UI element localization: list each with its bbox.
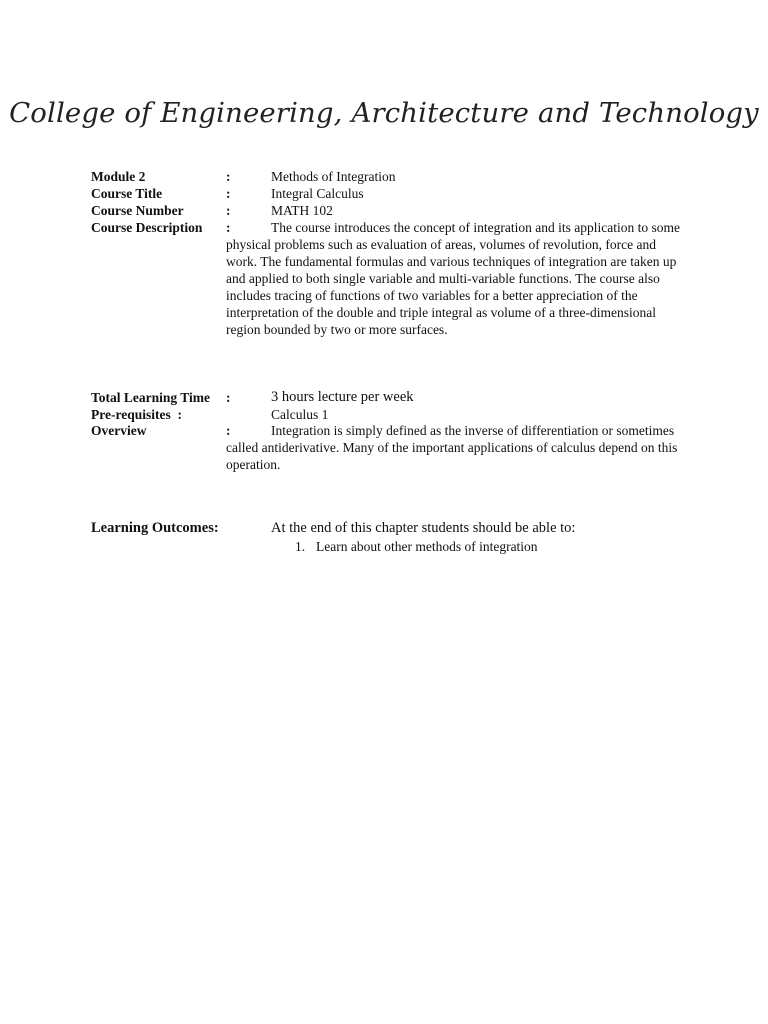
learning-outcomes-list (295, 538, 538, 555)
course-number-value: MATH 102 (271, 203, 333, 218)
course-description-text: The course introduces the concept of integration and its application to some physical problems such as evaluation of areas, volumes of revolution, force and work. The fundamental formulas and various techniques of integration are taken up and applied to both single variable and multi-variable functions. The course also includes tracing of functions of two variables for a better appreciation of the interpretation of the double and triple integral as volume of a three-dimensional region bounded by two or more surfaces. (226, 220, 681, 337)
course-title-row (91, 185, 691, 202)
prerequisites-row (91, 406, 691, 423)
page-title: College of Engineering, Architecture and Technology (9, 97, 759, 129)
list-item-text: Learn about other methods of integration (316, 539, 538, 554)
overview-colon: : (226, 423, 231, 438)
module-colon: : (226, 169, 231, 184)
course-description-label: Course Description (91, 220, 203, 235)
prerequisites-label: Pre-requisites : (91, 407, 182, 422)
total-learning-time-label: Total Learning Time (91, 390, 211, 405)
prerequisites-value: Calculus 1 (271, 407, 329, 422)
course-number-label: Course Number (91, 203, 184, 218)
course-number-row (91, 202, 691, 219)
list-item-number: 1. (295, 539, 306, 554)
list-item (295, 538, 538, 555)
course-number-colon: : (226, 203, 231, 218)
module-value: Methods of Integration (271, 169, 396, 184)
course-title-value: Integral Calculus (271, 186, 364, 201)
course-title-label: Course Title (91, 186, 163, 201)
overview-text: Integration is simply defined as the inverse of differentiation or sometimes called antiderivative. Many of the important applications of calculus depend on this operation. (226, 423, 678, 472)
learning-outcomes-intro: At the end of this chapter students should be able to: (271, 520, 576, 536)
course-description-colon: : (226, 220, 231, 235)
module-row (91, 168, 691, 185)
overview-label: Overview (91, 423, 147, 438)
learning-outcomes-label: Learning Outcomes: (91, 520, 219, 536)
total-learning-time-colon: : (226, 390, 231, 405)
course-title-colon: : (226, 186, 231, 201)
total-learning-time-value: 3 hours lecture per week (271, 389, 414, 405)
total-learning-time-row (91, 389, 691, 406)
module-label: Module 2 (91, 169, 146, 184)
